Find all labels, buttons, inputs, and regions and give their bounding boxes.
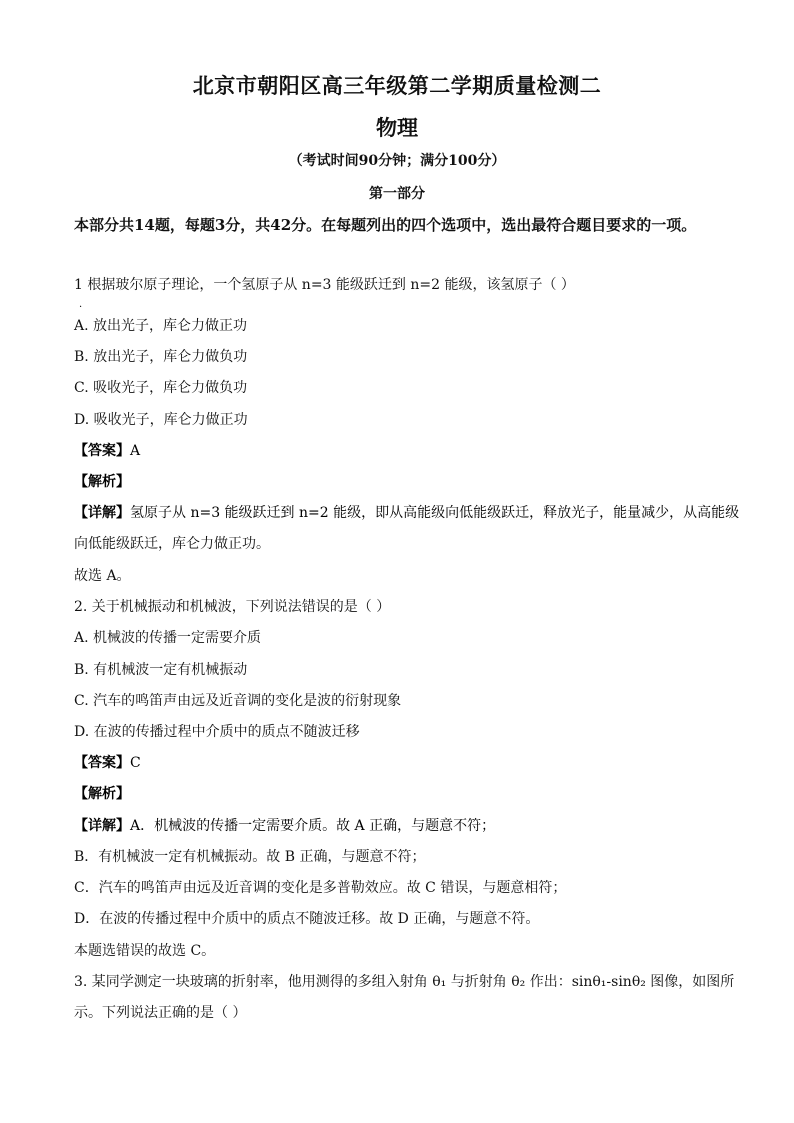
question-1-answer: 【答案】A [74,443,141,459]
question-3-stem-line-1: 3. 某同学测定一块玻璃的折射率，他用测得的多组入射角 θ₁ 与折射角 θ₂ 作出：sinθ₁-sinθ₂ 图像，如图所 [74,974,735,990]
section-intro: 本部分共14题，每题3分，共42分。在每题列出的四个选项中，选出最符合题目要求的一项。 [74,216,697,234]
question-1-stem: 1 根据玻尔原子理论，一个氢原子从 n=3 能级跃迁到 n=2 能级，该氢原子（ ） [74,277,575,293]
question-1-conclusion: 故选 A。 [74,568,131,584]
stray-mark: · [79,302,83,313]
question-2-detail-line-3: C．汽车的鸣笛声由远及近音调的变化是多普勒效应。故 C 错误，与题意相符； [74,880,567,896]
question-2-detail-line-1: 【详解】A．机械波的传播一定需要介质。故 A 正确，与题意不符； [74,818,496,834]
question-1-option-b: B. 放出光子，库仑力做负功 [74,349,248,365]
answer-value: C [130,755,141,771]
question-1-analysis-label: 【解析】 [74,474,130,490]
subject-title: 物理 [376,115,418,140]
question-2-detail-line-2: B．有机械波一定有机械振动。故 B 正确，与题意不符； [74,849,426,865]
question-3-stem-line-2: 示。下列说法正确的是（ ） [74,1005,247,1021]
question-2-option-a: A. 机械波的传播一定需要介质 [74,630,262,646]
question-1-detail-line-2: 向低能级跃迁，库仑力做正功。 [74,536,270,552]
question-1-option-c: C. 吸收光子，库仑力做负功 [74,380,248,396]
answer-value: A [130,443,141,459]
question-2-detail-line-4: D．在波的传播过程中介质中的质点不随波迁移。故 D 正确，与题意不符。 [74,911,540,927]
question-2-option-d: D. 在波的传播过程中介质中的质点不随波迁移 [74,724,360,740]
question-2-option-b: B. 有机械波一定有机械振动 [74,662,248,678]
question-1-detail-line-1: 【详解】氢原子从 n=3 能级跃迁到 n=2 能级，即从高能级向低能级跃迁，释放光子，能量减少，从高能级 [74,505,740,521]
question-2-analysis-label: 【解析】 [74,786,130,802]
question-2-option-c: C. 汽车的鸣笛声由远及近音调的变化是波的衍射现象 [74,693,402,709]
question-2-conclusion: 本题选错误的故选 C。 [74,943,216,959]
question-1-option-d: D. 吸收光子，库仑力做正功 [74,412,248,428]
question-2-answer: 【答案】C [74,755,141,771]
page-title: 北京市朝阳区高三年级第二学期质量检测二 [192,73,602,98]
section-heading: 第一部分 [369,186,425,202]
question-2-stem: 2. 关于机械振动和机械波，下列说法错误的是（ ） [74,599,391,615]
question-1-option-a: A. 放出光子，库仑力做正功 [74,318,248,334]
exam-info: （考试时间90分钟；满分100分） [288,153,506,169]
